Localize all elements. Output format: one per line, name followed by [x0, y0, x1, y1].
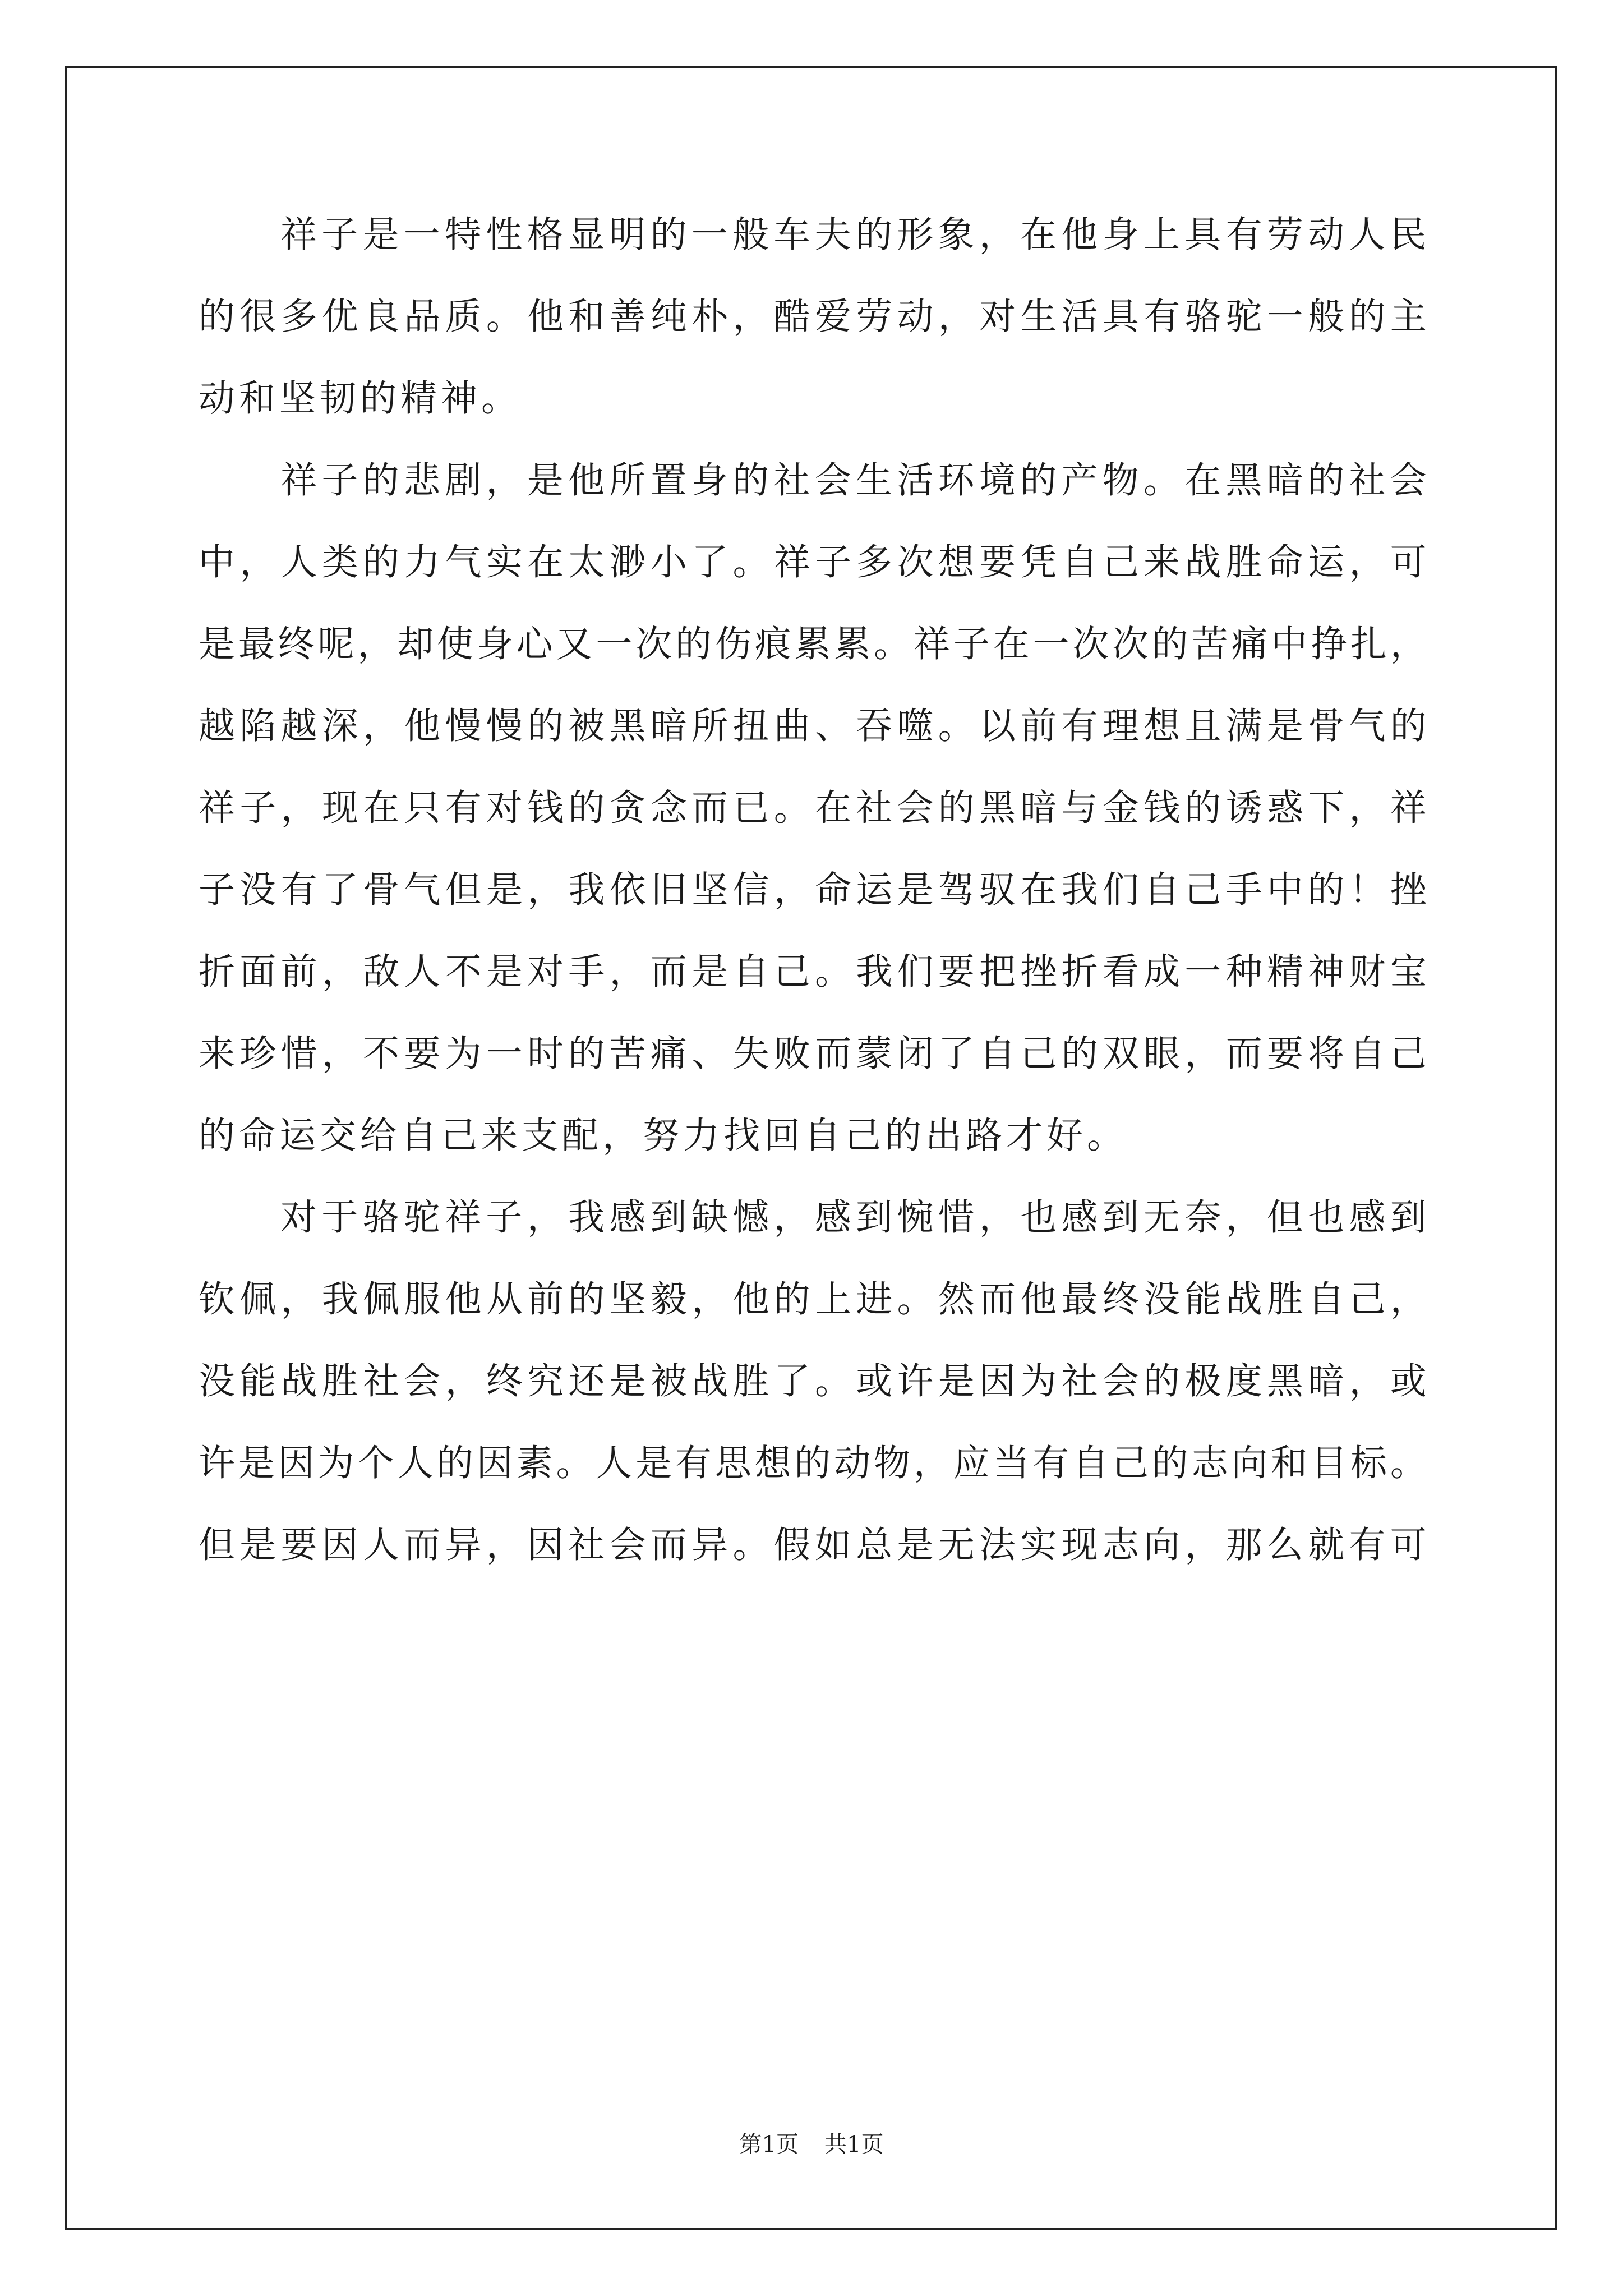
- text-line: 折 面 前 ， 敌 人 不 是 对 手 ， 而 是 自 己 。 我 们 要 把 挫 折 看 成 一 种 精 神 财 宝: [199, 951, 1427, 993]
- text-line: 祥 子 是 一 特 性 格 显 明 的 一 般 车 夫 的 形 象 ， 在 他 身 上 具 有 劳 动 人 民: [280, 214, 1427, 256]
- page-total: 共1页: [824, 2132, 884, 2157]
- text-line: 动和坚韧的精神。: [199, 378, 522, 420]
- page-number: 第1页: [739, 2132, 799, 2157]
- text-line: 钦 佩 ， 我 佩 服 他 从 前 的 坚 毅 ， 他 的 上 进 。 然 而 他 最 终 没 能 战 胜 自 己 ，: [199, 1278, 1427, 1320]
- text-line: 但 是 要 因 人 而 异 ， 因 社 会 而 异 。 假 如 总 是 无 法 实 现 志 向 ， 那 么 就 有 可: [199, 1524, 1427, 1566]
- page-footer: [0, 2130, 1623, 2159]
- text-line: 祥 子 ， 现 在 只 有 对 钱 的 贪 念 而 已 。 在 社 会 的 黑 暗 与 金 钱 的 诱 惑 下 ， 祥: [199, 787, 1427, 829]
- document-body: [199, 210, 1427, 2072]
- text-line: 中 ， 人 类 的 力 气 实 在 太 渺 小 了 。 祥 子 多 次 想 要 凭 自 己 来 战 胜 命 运 ， 可: [199, 541, 1427, 583]
- text-line: 没 能 战 胜 社 会 ， 终 究 还 是 被 战 胜 了 。 或 许 是 因 为 社 会 的 极 度 黑 暗 ， 或: [199, 1360, 1427, 1402]
- text-line: 越 陷 越 深 ， 他 慢 慢 的 被 黑 暗 所 扭 曲 、 吞 噬 。 以 前 有 理 想 且 满 是 骨 气 的: [199, 705, 1427, 747]
- text-line: 来 珍 惜 ， 不 要 为 一 时 的 苦 痛 、 失 败 而 蒙 闭 了 自 己 的 双 眼 ， 而 要 将 自 己: [199, 1033, 1427, 1075]
- text-line: 的命运交给自己来支配，努力找回自己的出路才好。: [199, 1115, 1128, 1157]
- text-line: 是 最 终 呢 ， 却 使 身 心 又 一 次 的 伤 痕 累 累 。 祥 子 在 一 次 次 的 苦 痛 中 挣 扎 ，: [199, 623, 1427, 665]
- text-line: 的 很 多 优 良 品 质 。 他 和 善 纯 朴 ， 酷 爱 劳 动 ， 对 生 活 具 有 骆 驼 一 般 的 主: [199, 296, 1427, 338]
- text-line: 祥 子 的 悲 剧 ， 是 他 所 置 身 的 社 会 生 活 环 境 的 产 物 。 在 黑 暗 的 社 会: [280, 459, 1427, 501]
- text-line: 许 是 因 为 个 人 的 因 素 。 人 是 有 思 想 的 动 物 ， 应 当 有 自 己 的 志 向 和 目 标 。: [199, 1442, 1427, 1484]
- text-line: 子 没 有 了 骨 气 但 是 ， 我 依 旧 坚 信 ， 命 运 是 驾 驭 在 我 们 自 己 手 中 的 ！ 挫: [199, 869, 1427, 911]
- text-line: 对 于 骆 驼 祥 子 ， 我 感 到 缺 憾 ， 感 到 惋 惜 ， 也 感 到 无 奈 ， 但 也 感 到: [280, 1197, 1427, 1239]
